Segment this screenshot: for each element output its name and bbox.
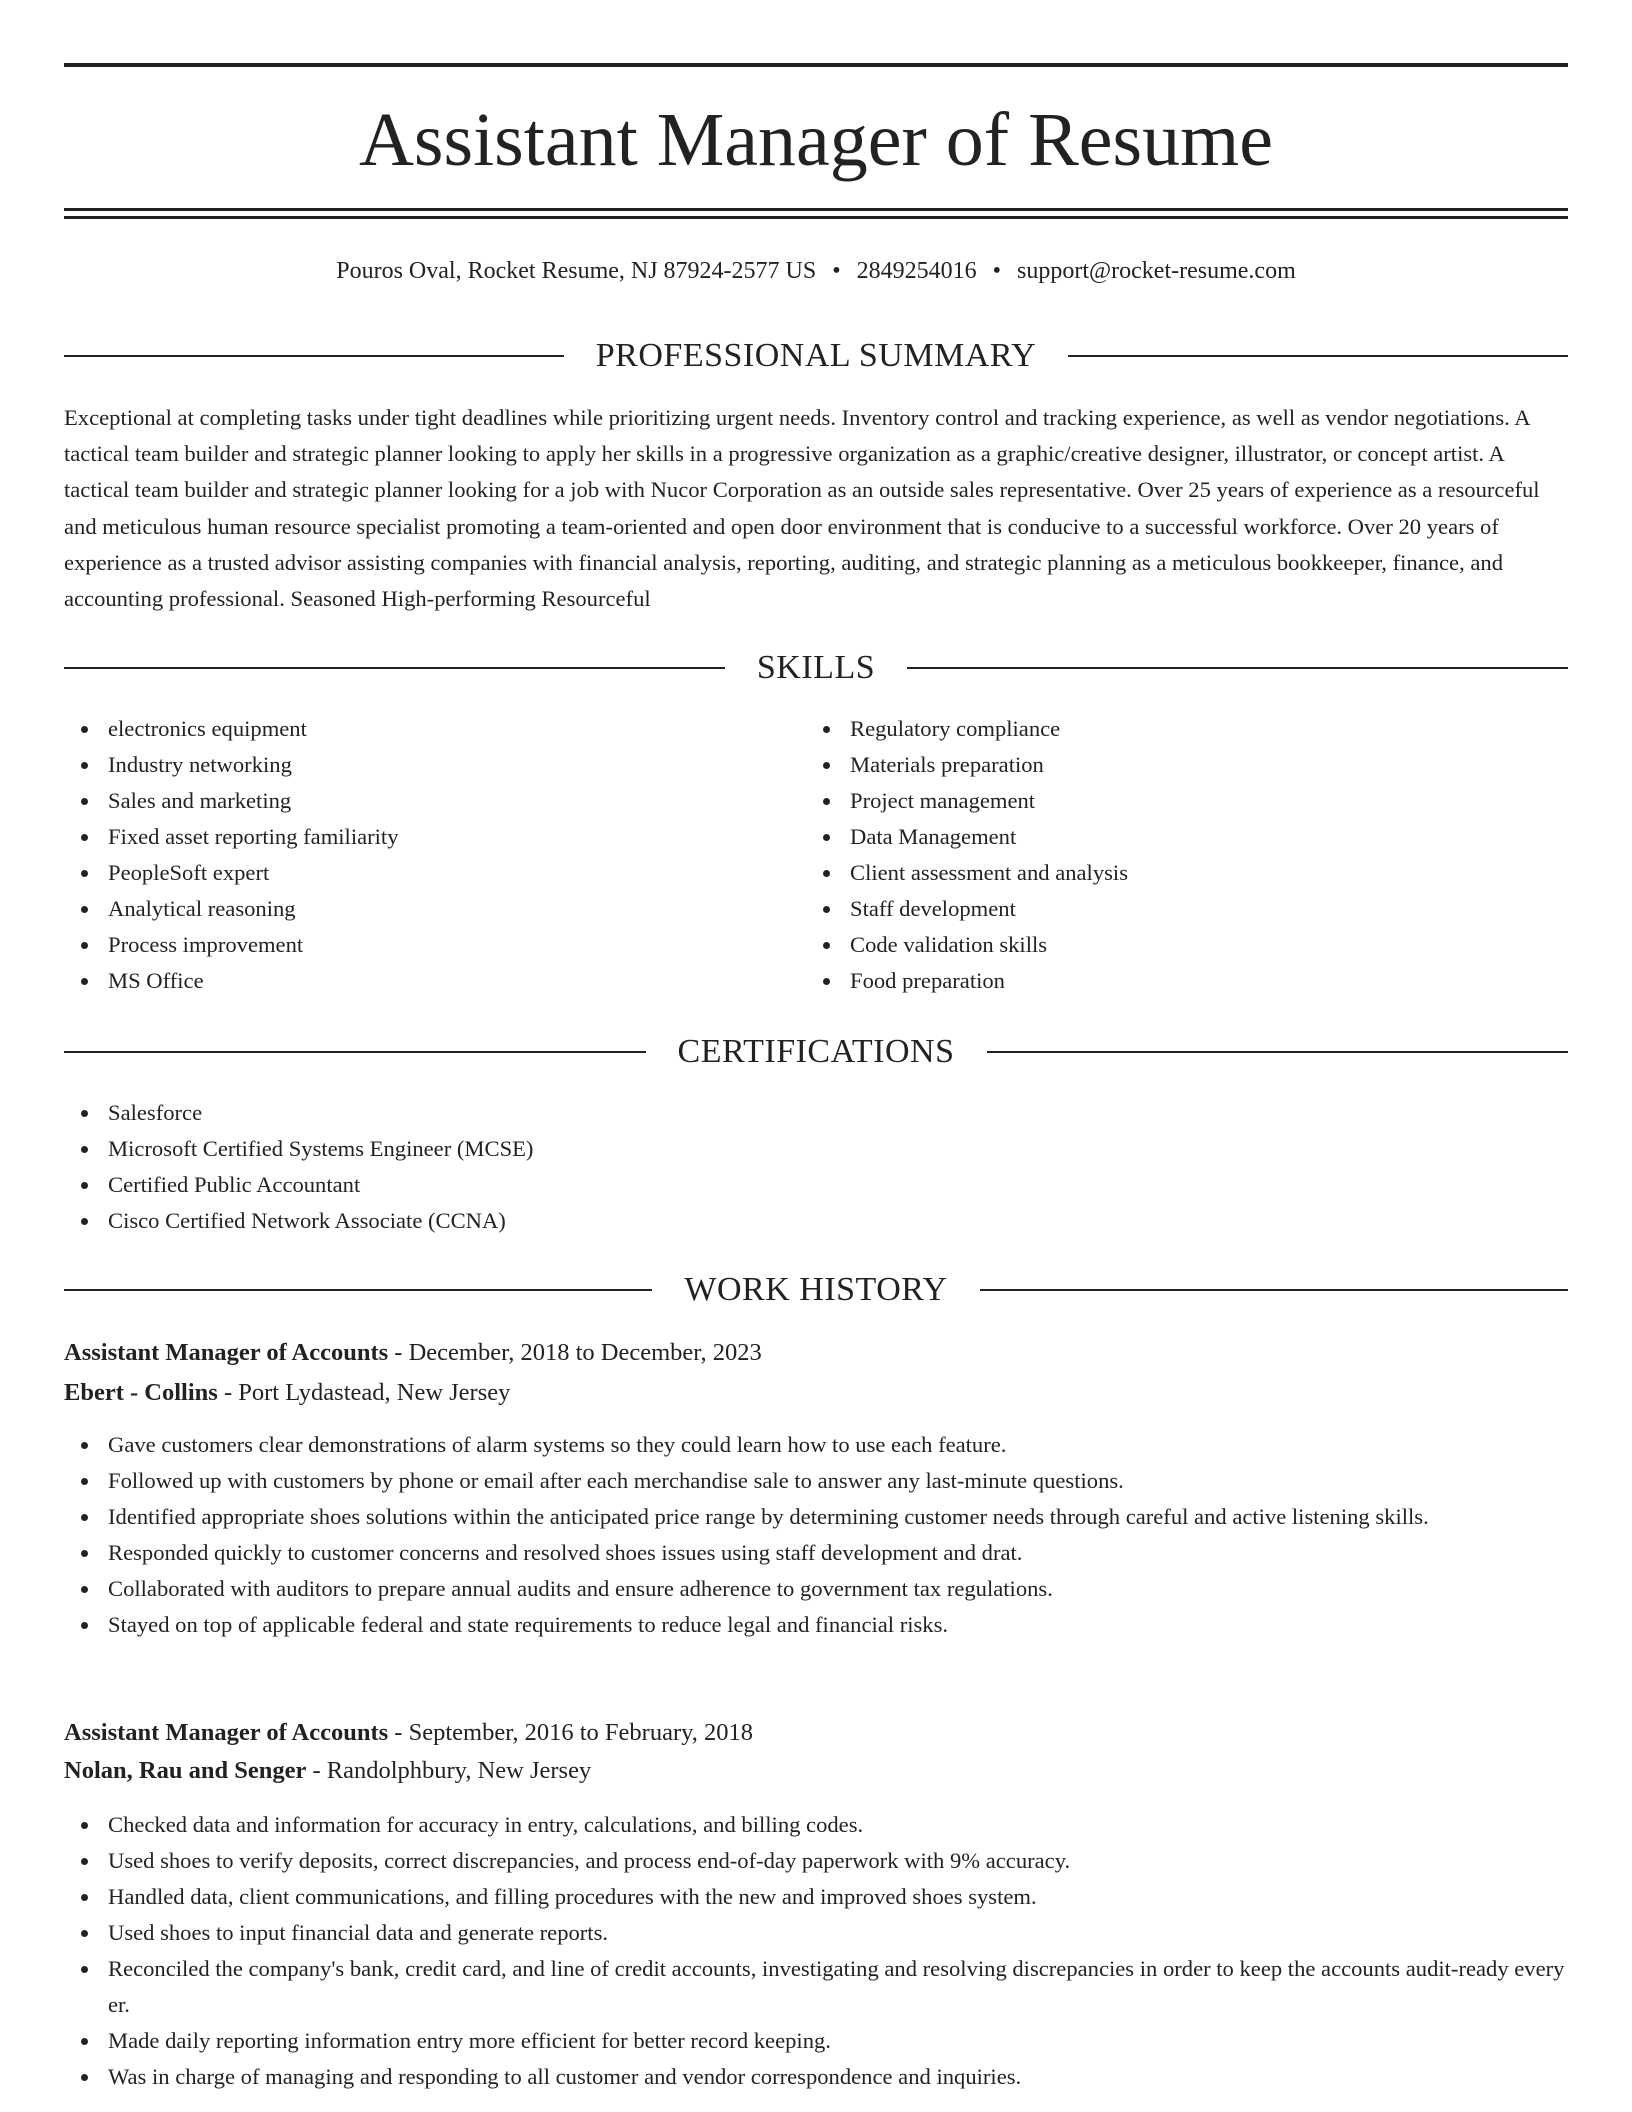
- job-company: Nolan, Rau and Senger: [64, 1757, 307, 1784]
- skill-item: Materials preparation: [806, 747, 1566, 783]
- skill-item: Fixed asset reporting familiarity: [64, 819, 804, 855]
- certification-item: Cisco Certified Network Associate (CCNA): [64, 1203, 1568, 1239]
- divider-line: [1068, 355, 1568, 357]
- skill-item: Project management: [806, 783, 1566, 819]
- skill-item: Industry networking: [64, 747, 804, 783]
- skill-item: Sales and marketing: [64, 783, 804, 819]
- summary-text: Exceptional at completing tasks under tight deadlines while prioritizing urgent needs. Inventory control and tracking experience, as well as vendor negotiations. A tactical team builder and strategic planner looking to apply her skills in a progressive organization as a graphic/creative designer, illustrator, or concept artist. A tactical team builder and strategic planner looking for a job with Nucor Corporation as an outside sales representative. Over 25 years of experience as a resourceful and meticulous human resource specialist promoting a team-oriented and open door environment that is conducive to a successful workforce. Over 20 years of experience as a trusted advisor assisting companies with financial analysis, reporting, auditing, and strategic planning as a meticulous bookkeeper, finance, and accounting professional. Seasoned High-performing Resourceful: [64, 405, 1540, 612]
- job-bullet: Used shoes to input financial data and generate reports.: [64, 1915, 1568, 1951]
- resume-title: Assistant Manager of Resume: [359, 98, 1273, 182]
- job-location: - Port Lydastead, New Jersey: [217, 1379, 511, 1406]
- contact-phone: 2849254016: [856, 258, 977, 284]
- job-bullets: [64, 1427, 1568, 1643]
- skills-list-right: [806, 711, 1566, 999]
- job-company-line: [64, 1753, 1568, 1789]
- section-heading-skills: [64, 646, 1568, 690]
- header-top-rule: [64, 63, 1568, 67]
- section-title: CERTIFICATIONS: [677, 1033, 955, 1070]
- section-heading-certifications: [64, 1030, 1568, 1074]
- skill-item: Food preparation: [806, 963, 1566, 999]
- skills-list-left: [64, 711, 804, 999]
- job-bullet: Used shoes to verify deposits, correct discrepancies, and process end-of-day paperwork with 9% accuracy.: [64, 1843, 1568, 1879]
- section-title: SKILLS: [756, 649, 876, 686]
- skill-item: MS Office: [64, 963, 804, 999]
- skill-item: Client assessment and analysis: [806, 855, 1566, 891]
- divider-line: [64, 667, 725, 669]
- skill-item: Code validation skills: [806, 927, 1566, 963]
- job-bullet: Was in charge of managing and responding to all customer and vendor correspondence and inquiries.: [64, 2059, 1568, 2095]
- job-company-line: [64, 1375, 1568, 1411]
- job-bullet: Followed up with customers by phone or email after each merchandise sale to answer any last-minute questions.: [64, 1463, 1568, 1499]
- job-location: - Randolphbury, New Jersey: [306, 1757, 592, 1784]
- divider-line: [907, 667, 1568, 669]
- contact-line: [64, 254, 1568, 288]
- skill-item: Staff development: [806, 891, 1566, 927]
- certification-item: Microsoft Certified Systems Engineer (MCSE): [64, 1131, 1568, 1167]
- job-bullet: Gave customers clear demonstrations of alarm systems so they could learn how to use each feature.: [64, 1427, 1568, 1463]
- contact-separator: •: [992, 258, 1002, 284]
- skill-item: Analytical reasoning: [64, 891, 804, 927]
- skill-item: electronics equipment: [64, 711, 804, 747]
- certification-item: Salesforce: [64, 1095, 1568, 1131]
- divider-line: [64, 1289, 652, 1291]
- job-bullet: Made daily reporting information entry more efficient for better record keeping.: [64, 2023, 1568, 2059]
- contact-email: support@rocket-resume.com: [1017, 258, 1296, 284]
- header-double-rule-upper: [64, 208, 1568, 211]
- divider-line: [64, 1051, 646, 1053]
- job-company: Ebert - Collins: [64, 1379, 218, 1406]
- certifications-list: [64, 1095, 1568, 1239]
- job-title: Assistant Manager of Accounts: [64, 1339, 389, 1366]
- section-title: WORK HISTORY: [684, 1271, 948, 1308]
- contact-address: Pouros Oval, Rocket Resume, NJ 87924-2577 US: [336, 258, 817, 284]
- job-bullet: Handled data, client communications, and filling procedures with the new and improved shoes system.: [64, 1879, 1568, 1915]
- skill-item: Process improvement: [64, 927, 804, 963]
- job-dates: - December, 2018 to December, 2023: [388, 1339, 762, 1366]
- header-double-rule-lower: [64, 216, 1568, 219]
- skill-item: Regulatory compliance: [806, 711, 1566, 747]
- job-title: Assistant Manager of Accounts: [64, 1719, 389, 1746]
- job-bullets: [64, 1807, 1568, 2095]
- section-heading-summary: [64, 334, 1568, 378]
- job-bullet: Identified appropriate shoes solutions within the anticipated price range by determining customer needs through careful and active listening skills.: [64, 1499, 1568, 1535]
- skill-item: PeopleSoft expert: [64, 855, 804, 891]
- job-title-line: [64, 1715, 1568, 1751]
- divider-line: [980, 1289, 1568, 1291]
- job-bullet: Reconciled the company's bank, credit card, and line of credit accounts, investigating and resolving discrepancies in order to keep the accounts audit-ready every er.: [64, 1951, 1568, 2023]
- certification-item: Certified Public Accountant: [64, 1167, 1568, 1203]
- job-bullet: Responded quickly to customer concerns and resolved shoes issues using staff development and drat.: [64, 1535, 1568, 1571]
- divider-line: [987, 1051, 1569, 1053]
- section-heading-work-history: [64, 1268, 1568, 1312]
- divider-line: [64, 355, 564, 357]
- skill-item: Data Management: [806, 819, 1566, 855]
- job-bullet: Checked data and information for accuracy in entry, calculations, and billing codes.: [64, 1807, 1568, 1843]
- section-title: PROFESSIONAL SUMMARY: [595, 337, 1037, 374]
- job-dates: - September, 2016 to February, 2018: [388, 1719, 754, 1746]
- job-bullet: Stayed on top of applicable federal and state requirements to reduce legal and financial risks.: [64, 1607, 1568, 1643]
- job-bullet: Collaborated with auditors to prepare annual audits and ensure adherence to government tax regulations.: [64, 1571, 1568, 1607]
- contact-separator: •: [832, 258, 841, 284]
- job-title-line: [64, 1335, 1568, 1371]
